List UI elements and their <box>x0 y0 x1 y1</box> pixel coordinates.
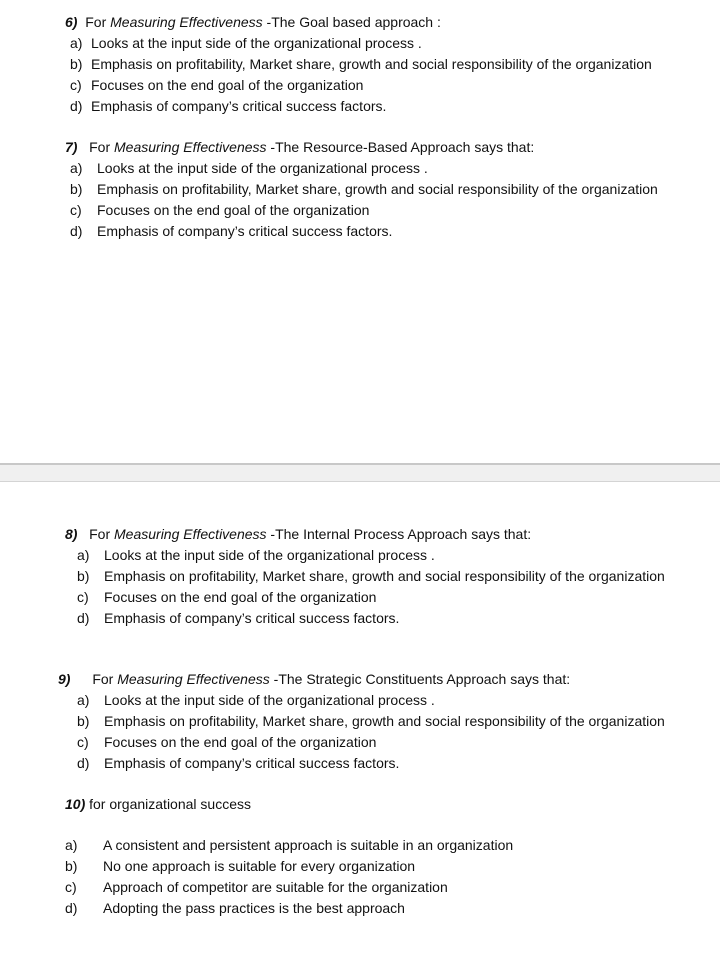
option-text: Focuses on the end goal of the organization <box>104 734 377 750</box>
question-number: 6) <box>65 14 78 30</box>
question-prefix: For <box>89 526 115 542</box>
option-text: Emphasis of company’s critical success factors. <box>104 755 400 771</box>
option-c <box>70 75 364 95</box>
question-prefix: For <box>85 14 111 30</box>
option-d <box>77 753 400 773</box>
question-9-stem <box>58 669 570 689</box>
option-letter: a) <box>77 547 90 563</box>
option-letter: b) <box>70 181 83 197</box>
question-7-stem <box>65 137 534 157</box>
option-text: Emphasis on profitability, Market share, growth and social responsibility of the organization <box>91 56 652 72</box>
question-rest: -The Strategic Constituents Approach says that: <box>269 671 571 687</box>
option-b <box>65 856 416 876</box>
option-b <box>70 54 652 74</box>
option-text: Focuses on the end goal of the organization <box>91 77 364 93</box>
option-a <box>70 158 428 178</box>
option-letter: b) <box>65 858 78 874</box>
option-letter: b) <box>70 56 83 72</box>
option-text: Looks at the input side of the organizational process . <box>104 547 435 563</box>
option-letter: b) <box>77 713 90 729</box>
option-a <box>65 835 514 855</box>
option-text: Approach of competitor are suitable for the organization <box>103 879 448 895</box>
option-letter: d) <box>77 610 90 626</box>
question-emphasis: Measuring Effectiveness <box>117 671 270 687</box>
option-text: Focuses on the end goal of the organization <box>104 589 377 605</box>
question-number: 8) <box>65 526 78 542</box>
option-c <box>77 732 377 752</box>
question-10-stem <box>65 794 251 814</box>
option-text: Adopting the pass practices is the best approach <box>103 900 405 916</box>
option-text: Emphasis of company’s critical success factors. <box>97 223 393 239</box>
option-letter: b) <box>77 568 90 584</box>
option-text: Looks at the input side of the organizational process . <box>91 35 422 51</box>
option-text: A consistent and persistent approach is suitable in an organization <box>103 837 514 853</box>
option-letter: c) <box>65 879 77 895</box>
question-emphasis: Measuring Effectiveness <box>114 139 267 155</box>
option-a <box>70 33 422 53</box>
page-separator <box>0 463 720 482</box>
option-d <box>70 96 387 116</box>
option-letter: a) <box>70 160 83 176</box>
option-letter: d) <box>70 98 83 114</box>
option-letter: d) <box>70 223 83 239</box>
option-text: Emphasis on profitability, Market share, growth and social responsibility of the organization <box>104 568 665 584</box>
option-d <box>65 898 405 918</box>
question-emphasis: Measuring Effectiveness <box>110 14 263 30</box>
question-number: 9) <box>58 671 71 687</box>
question-rest: -The Resource-Based Approach says that: <box>266 139 535 155</box>
question-prefix: for organizational success <box>85 796 251 812</box>
option-text: Emphasis on profitability, Market share, growth and social responsibility of the organization <box>104 713 665 729</box>
document-page-1 <box>0 0 720 463</box>
option-text: No one approach is suitable for every organization <box>103 858 416 874</box>
option-c <box>65 877 448 897</box>
option-letter: c) <box>70 202 82 218</box>
option-d <box>70 221 393 241</box>
document-page-2 <box>0 482 720 972</box>
option-text: Focuses on the end goal of the organization <box>97 202 370 218</box>
option-letter: c) <box>77 589 89 605</box>
option-letter: c) <box>77 734 89 750</box>
option-text: Looks at the input side of the organizational process . <box>104 692 435 708</box>
option-text: Emphasis of company’s critical success factors. <box>91 98 387 114</box>
option-c <box>70 200 370 220</box>
question-rest: -The Internal Process Approach says that: <box>266 526 532 542</box>
option-b <box>70 179 658 199</box>
question-prefix: For <box>92 671 118 687</box>
question-6-stem <box>65 12 441 32</box>
option-text: Looks at the input side of the organizational process . <box>97 160 428 176</box>
option-text: Emphasis of company’s critical success factors. <box>104 610 400 626</box>
question-number: 7) <box>65 139 78 155</box>
option-b <box>77 711 665 731</box>
option-a <box>77 690 435 710</box>
question-number: 10) <box>65 796 86 812</box>
question-8-stem <box>65 524 531 544</box>
question-prefix: For <box>89 139 115 155</box>
option-letter: a) <box>65 837 78 853</box>
option-letter: c) <box>70 77 82 93</box>
option-letter: a) <box>77 692 90 708</box>
option-b <box>77 566 665 586</box>
question-emphasis: Measuring Effectiveness <box>114 526 267 542</box>
option-text: Emphasis on profitability, Market share, growth and social responsibility of the organization <box>97 181 658 197</box>
option-c <box>77 587 377 607</box>
option-a <box>77 545 435 565</box>
option-letter: a) <box>70 35 83 51</box>
option-letter: d) <box>77 755 90 771</box>
option-letter: d) <box>65 900 78 916</box>
question-rest: -The Goal based approach : <box>262 14 441 30</box>
option-d <box>77 608 400 628</box>
